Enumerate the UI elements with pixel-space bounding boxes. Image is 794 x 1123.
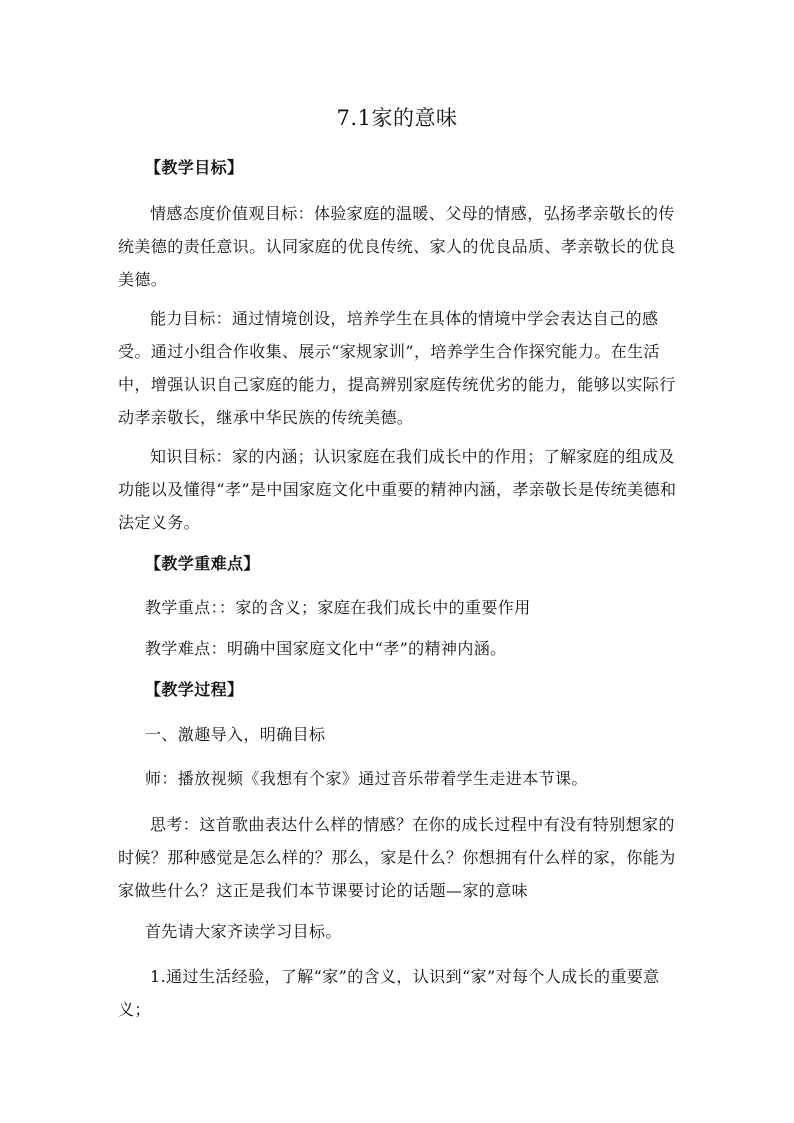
paragraph-emotion-goal: 情感态度价值观目标：体验家庭的温暖、父母的情感，弘扬孝亲敬长的传统美德的责任意识。认同家庭的优良传统、家人的优良品质、孝亲敬长的优良美德。 xyxy=(118,204,676,289)
section-heading-process: 【教学过程】 xyxy=(145,680,244,699)
section-heading-goals: 【教学目标】 xyxy=(145,158,244,177)
difficult-point-line: 教学难点：明确中国家庭文化中“孝”的精神内涵。 xyxy=(145,639,507,658)
key-point-line: 教学重点：：家的含义；家庭在我们成长中的重要作用 xyxy=(145,598,531,617)
read-goals-line: 首先请大家齐读学习目标。 xyxy=(145,922,342,941)
document-title: 7.1家的意味 xyxy=(336,106,458,130)
step-one-heading: 一、激趣导入，明确目标 xyxy=(145,725,326,744)
teacher-line: 师：播放视频《我想有个家》通过音乐带着学生走进本节课。 xyxy=(145,769,588,788)
learning-goal-item-1: 1.通过生活经验，了解“家”的含义，认识到“家”对每个人成长的重要意义； xyxy=(118,967,660,1019)
paragraph-ability-goal: 能力目标：通过情境创设，培养学生在具体的情境中学会表达自己的感受。通过小组合作收集、展示“家规家训”，培养学生合作探究能力。在生活中，增强认识自己家庭的能力，提高辨别家庭传统优劣的能力，能够以实际行动孝亲敬长，继承中华民族的传统美德。 xyxy=(118,309,676,427)
paragraph-knowledge-goal: 知识目标：家的内涵；认识家庭在我们成长中的作用；了解家庭的组成及功能以及懂得“孝”是中国家庭文化中重要的精神内涵，孝亲敬长是传统美德和法定义务。 xyxy=(118,447,677,532)
section-heading-key-points: 【教学重难点】 xyxy=(145,554,260,573)
paragraph-think: 思考：这首歌曲表达什么样的情感？在你的成长过程中有没有特别想家的时候？那种感觉是怎么样的？那么，家是什么？你想拥有什么样的家，你能为家做些什么？这正是我们本节课要讨论的话题—家的意味 xyxy=(118,815,676,900)
